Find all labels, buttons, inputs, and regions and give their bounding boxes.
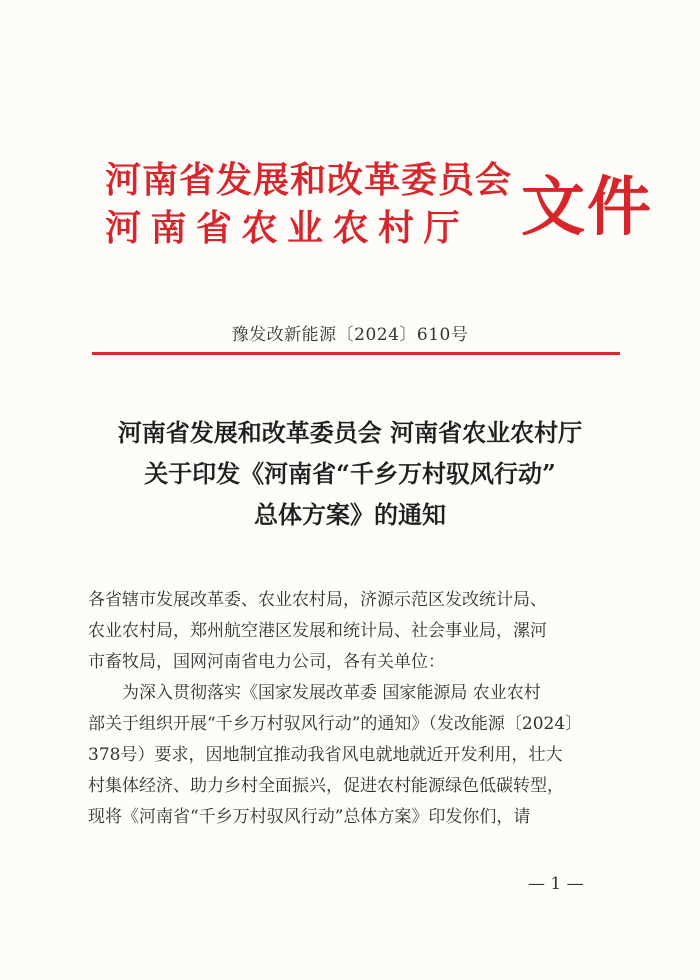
title-line-3: 总体方案》的通知 xyxy=(254,500,446,529)
red-header xyxy=(105,158,653,258)
document-body xyxy=(88,585,628,833)
document-label: 文件 xyxy=(521,170,653,245)
red-divider xyxy=(92,352,620,355)
title-line-1: 河南省发展和改革委员会 河南省农业农村厅 xyxy=(117,418,583,447)
body-line: 村集体经济、助力乡村全面振兴，促进农村能源绿色低碳转型， xyxy=(88,776,564,796)
body-line: 为深入贯彻落实《国家发展改革委 国家能源局 农业农村 xyxy=(122,683,541,703)
body-line: 部关于组织开展“千乡万村驭风行动”的通知》（发改能源〔2024〕 xyxy=(88,714,583,734)
body-line: 378号）要求，因地制宜推动我省风电就地就近开发利用，壮大 xyxy=(88,745,563,765)
body-line: 各省辖市发展改革委、农业农村局，济源示范区发改统计局、 xyxy=(88,590,547,610)
issuing-agency-2: 河南省农业农村厅 xyxy=(105,207,470,249)
document-title xyxy=(60,412,640,535)
body-line: 市畜牧局，国网河南省电力公司，各有关单位： xyxy=(88,652,445,672)
body-line: 农业农村局，郑州航空港区发展和统计局、社会事业局，漯河 xyxy=(88,621,547,641)
document-number: 豫发改新能源〔2024〕610号 xyxy=(231,325,469,345)
issuing-agency-1: 河南省发展和改革委员会 xyxy=(105,159,513,201)
title-line-2: 关于印发《河南省“千乡万村驭风行动” xyxy=(144,459,556,488)
body-line: 现将《河南省“千乡万村驭风行动”总体方案》印发你们，请 xyxy=(88,807,531,827)
page-number: — 1 — xyxy=(528,874,584,894)
